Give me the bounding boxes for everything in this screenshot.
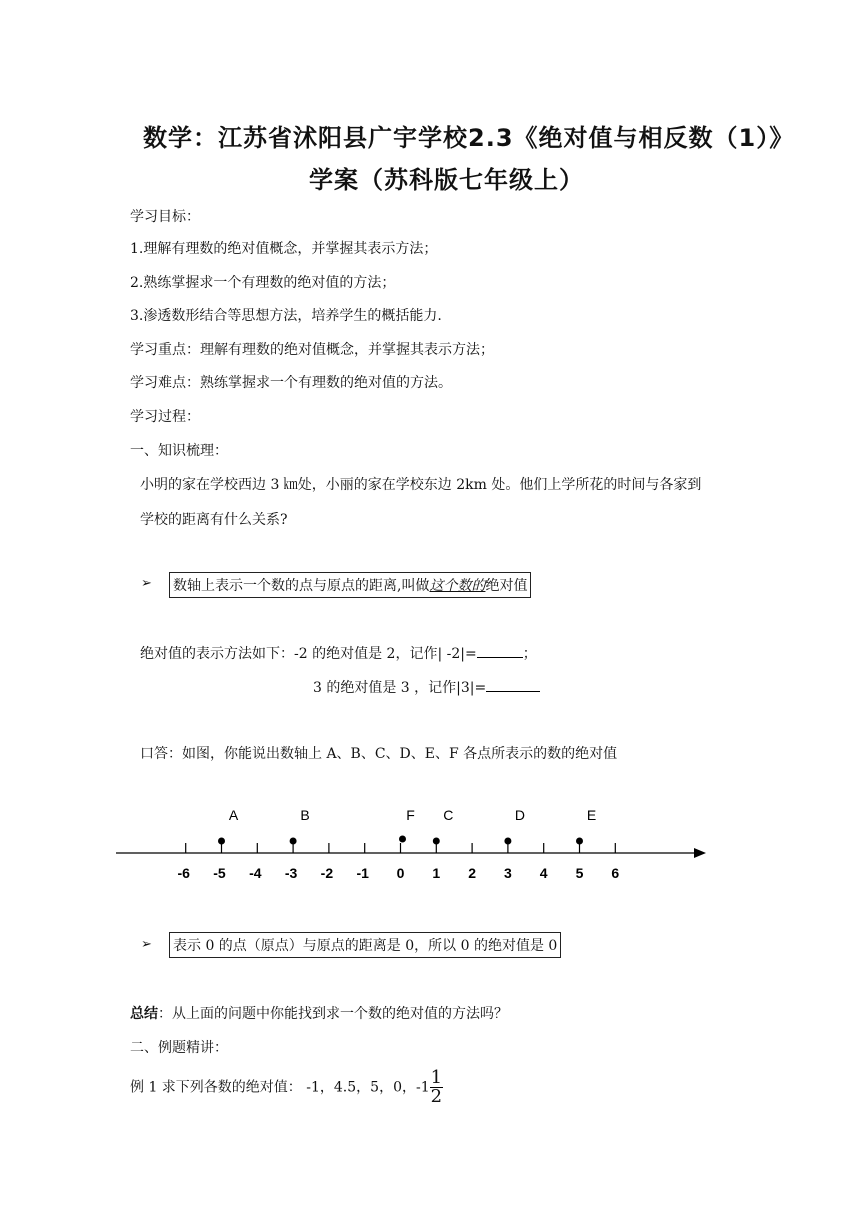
definition-underlined: 这个数的 [429,578,486,594]
tick-label: -4 [249,865,262,881]
goal-item: 1.理解有理数的绝对值概念，并掌握其表示方法； [130,241,438,257]
tick-label: -1 [356,865,369,881]
summary-text: ：从上面的问题中你能找到求一个数的绝对值的方法吗？ [158,1006,508,1022]
summary-label: 总结 [130,1006,158,1022]
goal-item: 3.渗透数形结合等思想方法，培养学生的概括能力. [130,308,442,324]
tick-label: 0 [396,865,405,881]
point-f [399,836,406,843]
definition-suffix: 绝对值 [485,578,528,594]
example-1-values: -1，4.5，5，0，-1 [306,1079,430,1096]
number-line [0,790,860,900]
fraction-denominator: 2 [430,1086,443,1107]
section-2-heading: 二、例题精讲： [130,1040,228,1056]
point-c [433,838,440,845]
question-line-2: 学校的距离有什么关系? [140,512,288,528]
example-1-prefix: 例 1 求下列各数的绝对值： [130,1079,302,1096]
zero-statement-box: 表示 0 的点（原点）与原点的距离是 0，所以 0 的绝对值是 0 [169,932,561,958]
arrow-head-icon [694,848,706,858]
point-label-d: D [514,807,525,823]
tick-label: -3 [284,865,298,881]
tick-label: 4 [539,865,548,881]
section-1-heading: 一、知识梳理： [130,443,228,459]
point-b [290,838,297,845]
tick-label: -5 [213,865,226,881]
title-line-2: 学案（苏科版七年级上） [309,166,584,194]
definition-box [169,572,531,598]
oral-question: 口答：如图，你能说出数轴上 A、B、C、D、E、F 各点所表示的数的绝对值 [140,746,618,762]
answer-blank[interactable] [486,679,540,692]
notation-expr: | -2|= [437,646,477,662]
bullet-arrow-icon: ➢ [141,937,152,952]
difficulty: 学习难点：熟练掌握求一个有理数的绝对值的方法。 [130,375,452,391]
tick-label: 1 [432,865,441,881]
fraction-numerator: 1 [430,1067,443,1088]
bullet-arrow-icon: ➢ [141,576,152,591]
tick-label: -2 [320,865,334,881]
point-a [218,838,225,845]
point-label-b: B [300,807,310,823]
point-label-e: E [586,807,597,823]
notation-line-2 [313,677,540,697]
tick-label: 5 [575,865,584,881]
example-1 [130,1069,443,1106]
notation-prefix: 绝对值的表示方法如下：-2 的绝对值是 2，记作 [140,646,438,662]
goal-item: 2.熟练掌握求一个有理数的绝对值的方法； [130,275,396,291]
title-line-1: 数学：江苏省沭阳县广宇学校2.3《绝对值与相反数（1）》 [143,124,795,152]
notation-line-2-text: 3 的绝对值是 3 ，记作|3|= [313,680,487,696]
tick-label: 3 [504,865,512,881]
tick-label: -6 [177,865,190,881]
summary [130,1003,508,1023]
notation-line-1 [140,643,537,663]
point-label-f: F [406,807,415,823]
goals-heading: 学习目标： [130,209,200,225]
fraction [430,1069,443,1106]
point-label-c: C [443,807,454,823]
point-d [504,838,511,845]
question-line-1: 小明的家在学校西边 3 ㎞处，小丽的家在学校东边 2km 处。他们上学所花的时间与各家到 [140,477,702,493]
point-e [576,838,583,845]
point-label-a: A [228,807,239,823]
key-point: 学习重点：理解有理数的绝对值概念，并掌握其表示方法； [130,342,494,358]
process-heading: 学习过程： [130,409,200,425]
tick-label: 2 [468,865,476,881]
notation-end: ； [522,646,537,662]
definition-prefix: 数轴上表示一个数的点与原点的距离,叫做 [173,578,430,594]
answer-blank[interactable] [477,645,523,658]
tick-label: 6 [611,865,620,881]
